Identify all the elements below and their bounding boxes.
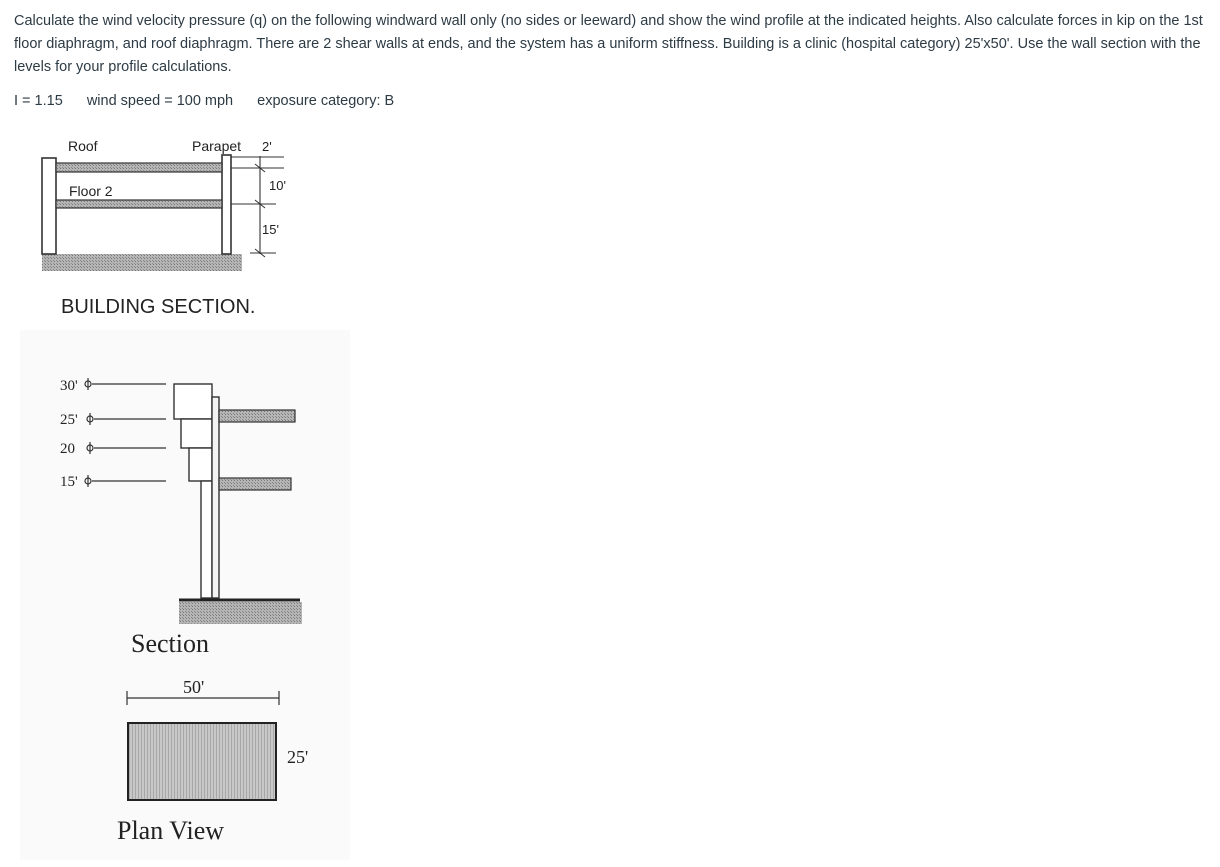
plan-width-dimension: 50' xyxy=(183,677,205,697)
wall-section xyxy=(212,397,219,598)
wall-lower xyxy=(201,481,212,598)
lower-story-dimension: 15' xyxy=(262,222,279,237)
level-label-15: 15' xyxy=(60,474,78,490)
floor2-label: Floor 2 xyxy=(69,183,113,199)
level-label-20: 20 xyxy=(60,441,75,457)
building-section-caption: BUILDING SECTION. xyxy=(61,296,256,318)
parapet-dimension: 2' xyxy=(262,139,272,154)
ground-section xyxy=(179,602,302,624)
importance-factor: I = 1.15 xyxy=(14,93,63,109)
level-label-30: 30' xyxy=(60,378,78,394)
floor-slab-section xyxy=(219,478,291,490)
roof-slab-section xyxy=(219,410,295,422)
floor2-slab xyxy=(56,200,222,208)
plan-view-caption: Plan View xyxy=(117,816,225,845)
wind-speed: wind speed = 100 mph xyxy=(86,93,234,109)
section-caption: Section xyxy=(131,629,209,658)
roof-label: Roof xyxy=(68,138,98,154)
parapet-label: Parapet xyxy=(192,138,242,154)
ground-hatch xyxy=(42,254,242,271)
profile-box-20 xyxy=(189,448,212,481)
left-wall xyxy=(42,158,56,254)
right-wall xyxy=(222,155,231,254)
roof-slab xyxy=(56,163,222,172)
exposure-category: exposure category: B xyxy=(257,93,395,109)
level-label-25: 25' xyxy=(60,412,78,428)
upper-story-dimension: 10' xyxy=(269,178,286,193)
problem-statement: Calculate the wind velocity pressure (q) on the following windward wall only (no sides or leeward) and show the wind profile at the indicated heights. Also calculate forces in kip on the 1st floor diaphragm, and roof diaphragm. There are 2 shear walls at ends, and the system has a uniform stiffness. Building is a clinic (hospital category) 25'x50'. Use the wall section with the levels for your profile calculations. xyxy=(14,13,1203,75)
plan-depth-dimension: 25' xyxy=(287,747,309,767)
plan-rectangle xyxy=(128,723,276,800)
profile-box-25 xyxy=(181,419,212,448)
profile-box-30 xyxy=(174,384,212,419)
building-section-drawing xyxy=(42,155,284,271)
